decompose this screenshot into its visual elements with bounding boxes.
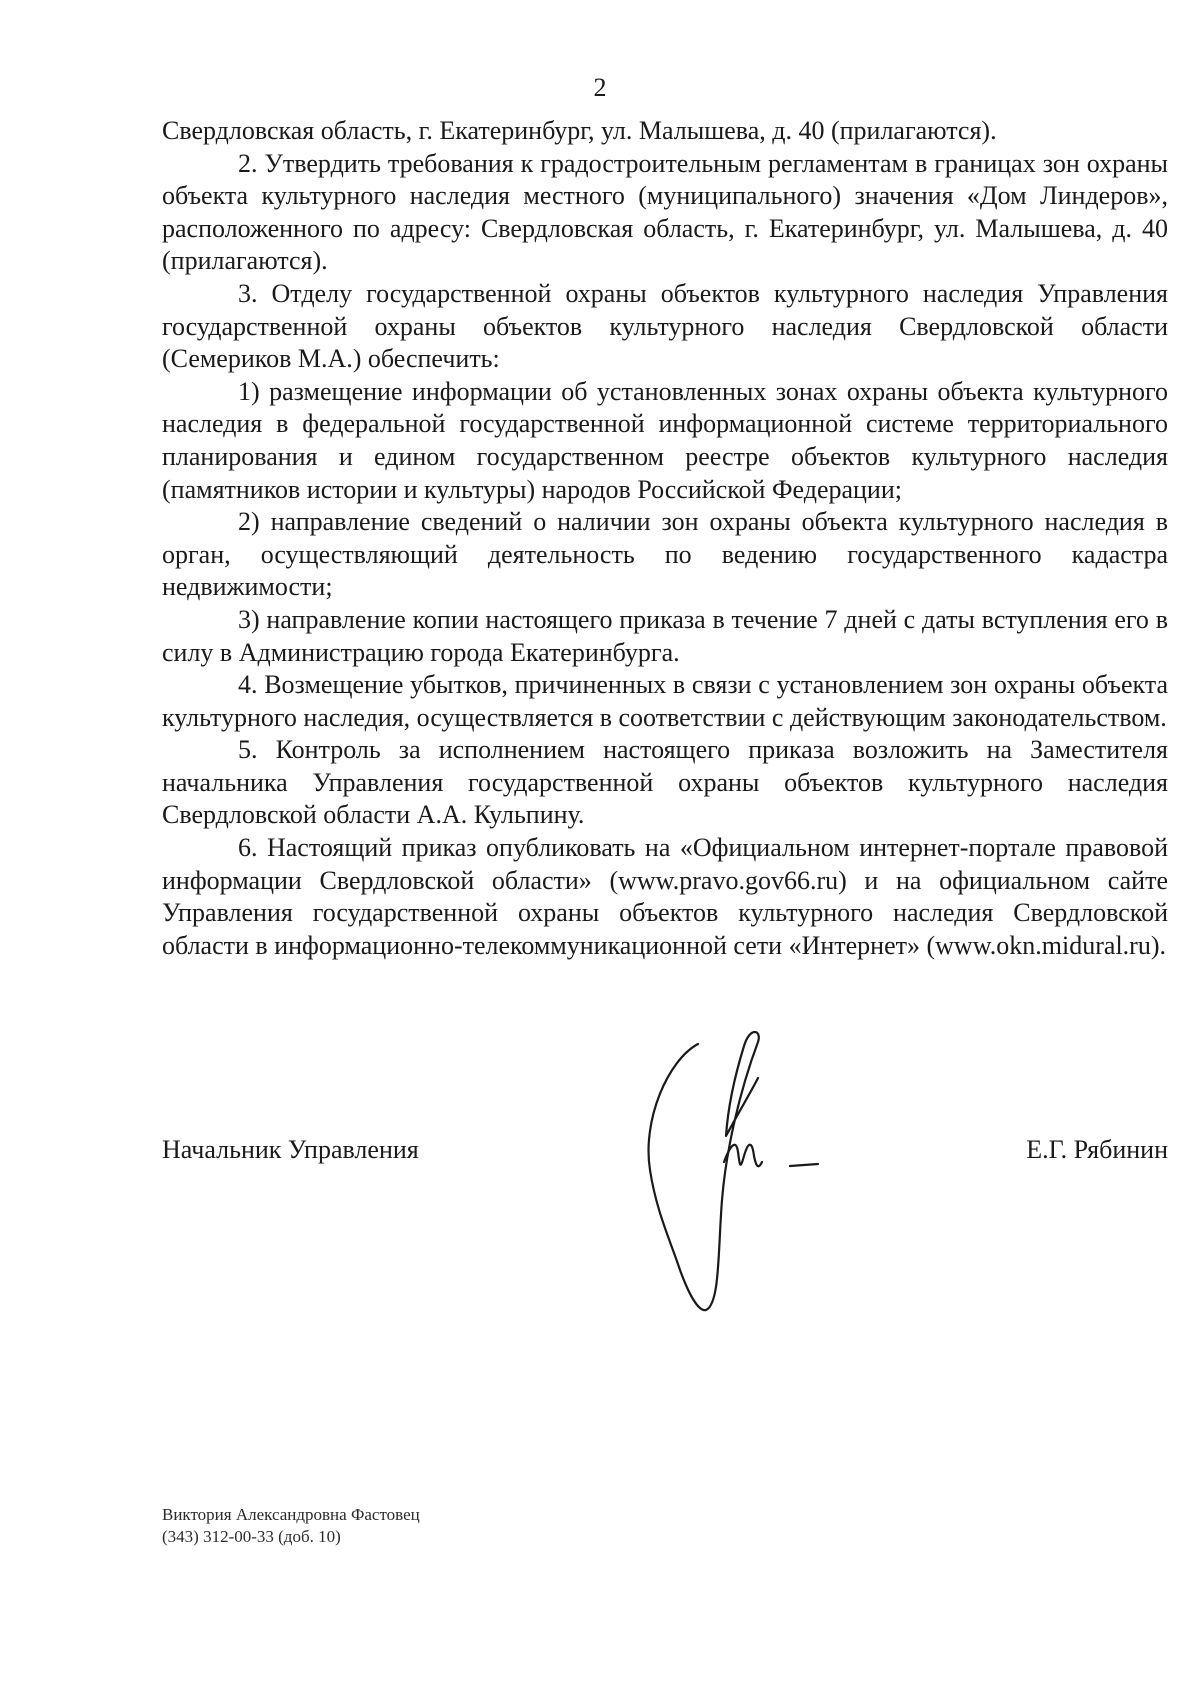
- signatory-name: Е.Г. Рябинин: [1026, 1135, 1168, 1164]
- signatory-title: Начальник Управления: [162, 1135, 419, 1164]
- paragraph-item-3: 3. Отделу государственной охраны объектов культурного наследия Управления государственной охраны объектов культурного наследия Свердловской области (Семериков М.А.) обеспечить:: [162, 278, 1168, 374]
- paragraph-item-6: 6. Настоящий приказ опубликовать на «Официальном интернет-портале правовой информации Свердловской области» (www.pravo.gov66.ru) и на официальном сайте Управления государственной охраны объектов культурного наследия Свердловской области в информационно-телекоммуникационной сети «Интернет» (www.okn.midural.ru).: [162, 833, 1168, 960]
- paragraph-item-4: 4. Возмещение убытков, причиненных в связи с установлением зон охраны объекта культурного наследия, осуществляется в соответствии с действующим законодательством.: [162, 670, 1168, 732]
- executor-block: [162, 1504, 420, 1548]
- paragraph-item-5: 5. Контроль за исполнением настоящего приказа возложить на Заместителя начальника Управления государственной охраны объектов культурного наследия Свердловской области А.А. Кульпину.: [162, 735, 1168, 830]
- document-body: [162, 115, 1168, 962]
- executor-name: Виктория Александровна Фастовец: [162, 1505, 420, 1524]
- executor-phone: (343) 312-00-33 (доб. 10): [162, 1527, 341, 1546]
- signature-block: [162, 1133, 1168, 1167]
- paragraph-continuation: Свердловская область, г. Екатеринбург, ул. Малышева, д. 40 (прилагаются).: [162, 116, 997, 145]
- page-number: 2: [593, 73, 607, 102]
- paragraph-subitem-1: 1) размещение информации об установленных зонах охраны объекта культурного наследия в федеральной государственной информационной системе территориального планирования и едином государственном реестре объектов культурного наследия (памятников истории и культуры) народов Российской Федерации;: [162, 376, 1168, 504]
- handwritten-signature: [640, 1020, 880, 1320]
- paragraph-subitem-2: 2) направление сведений о наличии зон охраны объекта культурного наследия в орган, осуществляющий деятельность по ведению государственного кадастра недвижимости;: [162, 507, 1168, 602]
- signature-main-stroke: [649, 1032, 759, 1310]
- paragraph-subitem-3: 3) направление копии настоящего приказа в течение 7 дней с даты вступления его в силу в Администрацию города Екатеринбурга.: [162, 604, 1168, 667]
- paragraph-item-2: 2. Утвердить требования к градостроительным регламентам в границах зон охраны объекта культурного наследия местного (муниципального) значения «Дом Линдеров», расположенного по адресу: Свердловская область, г. Екатеринбург, ул. Малышева, д. 40 (прилагаются).: [162, 148, 1168, 276]
